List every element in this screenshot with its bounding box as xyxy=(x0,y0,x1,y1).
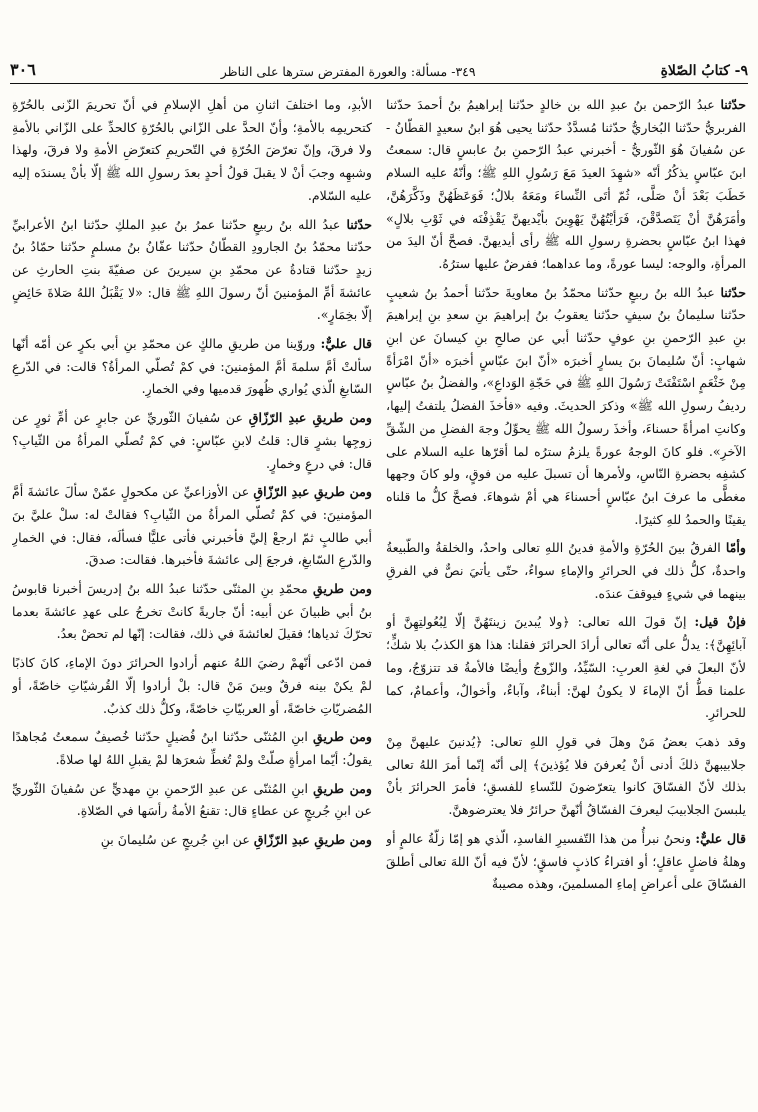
paragraph xyxy=(12,578,372,646)
paragraph-text: عبدُ الله بنُ ربيعٍ حدّثنا محمّدُ بنُ معاويةَ حدّثنا أحمدُ بنُ شعيبٍ حدّثنا سليمانُ بنُ سيفٍ حدّثنا يعقوبُ بنُ إبراهيمَ بنِ سعدِ بنِ إبراهيمَ بنِ عبدِ الرّحمنِ بنِ عوفٍ حدّثنا أبي عن صالحِ بنِ كيسانَ عن ابنِ شهابٍ: أنّ سُليمانَ بنَ يسارٍ أخبرَه «أنّ ابنَ عبّاسٍ أخبرَه «أنّ امْرَأةً مِنْ خَثْعَمٍ اسْتَفْتَتْ رَسُولَ اللهِ ﷺ في حَجّةِ الوَداعِ»، والفضلُ بنُ عبّاسٍ رديفُ رسولِ الله ﷺ» وذكرَ الحديثَ. وفيه «فأخذَ الفضلُ يلتفتُ إليها، وكانتِ امرأةً حسناءَ، وأخذَ رسولُ الله ﷺ يحوِّلُ وجهَ الفضلِ من الشّقِّ الآخرِ». فلو كانَ الوجهُ عورةً يلزمُ سترُه لما أقرّها عليه السلام على كشفِه بحضرةِ النّاسِ، ولأمرها أن تسبلَ عليه من فوقٍ، ولو كانَ وجهها مغطًّى ما عرفَ ابنُ عبّاسٍ أحسناءَ هي أمْ شوهاءَ. فصحَّ كلُّ ما قلناه يقينًا والحمدُ للهِ كثيرًا. xyxy=(386,284,746,527)
paragraph-lead: ومن طريقِ xyxy=(313,729,372,745)
paragraph xyxy=(386,282,746,532)
paragraph xyxy=(12,778,372,823)
paragraph-lead: ومن طريقِ xyxy=(313,780,372,796)
paragraph-text: وقد ذهبَ بعضُ مَنْ وهلَ في قولِ اللهِ تعالى: ﴿يُدنينَ عليهنَّ مِنْ جلابيبهنَّ ذلكَ أدنى أنْ يُعرفنَ فلا يُؤذينَ﴾ إلى أنّه إنّما أمرَ اللهُ تعالى بذلك لأنّ الفسّاقَ كانوا يتعرّضونَ للنّساءِ للفسقِ؛ فأمرَ الحرائرَ بأنْ يلبسنَ الجلابيبَ ليعرفَ الفسّاقُ أنّهنَّ حرائرُ فلا يعترضوهنَّ. xyxy=(386,733,746,818)
right-column xyxy=(386,94,746,1106)
paragraph-lead: ومن طريقِ عبدِ الرّزّاقِ xyxy=(248,410,372,426)
paragraph-lead: حدّثنا xyxy=(720,284,746,300)
chapter-title: ٩- كتابُ الصّلاةِ xyxy=(660,63,748,79)
paragraph-lead: حدّثنا xyxy=(346,216,372,232)
paragraph xyxy=(12,726,372,771)
paragraph-text: فمن ادّعى أنّهمْ رضيَ اللهُ عنهم أرادوا الحرائرَ دونَ الإماءِ، كانَ كاذبًا لمْ يكنْ بينه فرقٌ وبينَ مَنْ قال: بلْ أرادوا إلّا القُرشيّاتِ خاصّةً، أو المُضريّاتِ خاصّةً، أو العربيّاتِ خاصّةً، وكلُّ ذلك كذبٌ. xyxy=(12,655,372,716)
paragraph xyxy=(386,828,746,896)
paragraph-text: عن الأوزاعيِّ عن مكحولٍ عمّنْ سألَ عائشةَ أمَّ المؤمنينَ: في كمْ تُصلّي المرأةُ من الثّيابِ؟ فقالتْ له: سلْ عليَّ بنَ أبي طالبٍ ثمّ ارجعْ إليَّ فأخبرني فأتى عليًّا فسألَه، فقال: في الخمارِ والدّرعِ السّابغِ، فرجعَ إلى عائشةَ فأخبرها. فقالت: صدقَ. xyxy=(12,484,372,568)
paragraph-lead: ومن طريقِ عبدِ الرّزّاقِ xyxy=(253,832,372,848)
paragraph xyxy=(12,333,372,401)
paragraph xyxy=(12,829,372,852)
paragraph-lead: وأمّا xyxy=(725,540,746,556)
paragraph-lead: قال عليٌّ: xyxy=(320,336,372,352)
paragraph-text: عن سُفيانَ الثّوريِّ عن جابرٍ عن أمِّ ثورٍ عن زوجِها بشرٍ قال: قلتُ لابنِ عبّاسٍ: في كمْ تُصلّي المرأةُ من الثّيابِ؟ قال: في درعٍ وخمارٍ. xyxy=(12,410,372,471)
paragraph xyxy=(12,481,372,572)
paragraph xyxy=(12,652,372,720)
paragraph-lead: حدّثنا xyxy=(720,97,746,112)
paragraph-text: عبدُ الله بنُ ربيعٍ حدّثنا عمرُ بنُ عبدِ الملكِ حدّثنا ابنُ الأعرابيِّ حدّثنا محمّدُ بنُ الجارودِ القطّانُ حدّثنا عفّانُ بنُ مسلمٍ حدّثنا حمّادُ بنُ زيدٍ حدّثنا قتادةُ عن محمّدِ بنِ سيرينَ عن صفيّةَ بنتِ الحارثِ عن عائشةَ أمِّ المؤمنينَ أنّ رسولَ اللهِ ﷺ قال: «لا يَقْبَلُ اللهُ صَلاةَ حَائِضٍ إلّا بخِمَارٍ». xyxy=(12,216,372,323)
paragraph xyxy=(12,94,372,208)
paragraph xyxy=(12,214,372,328)
paragraph xyxy=(386,611,746,725)
paragraph-text: ونحنُ نبرأُ من هذا التّفسيرِ الفاسدِ، الّذي هو إمّا زلّةُ عالمٍ أو وهلةُ فاضلٍ عاقلٍ؛ أو افتراءُ كاذبٍ فاسقٍ؛ لأنّ فيه أنّ اللهَ تعالى أطلقَ الفسّاقَ على أعراضِ إماءِ المسلمينَ، وهذه مصيبةٌ xyxy=(386,830,746,892)
topic-title: ٣٤٩- مسألة: والعورة المفترض سترها على الناظر xyxy=(220,64,476,79)
text-columns xyxy=(12,94,746,1106)
paragraph xyxy=(386,731,746,822)
paragraph-text: ابنِ المُثنّى عن عبدِ الرّحمنِ بنِ مهديٍّ عن سُفيانَ الثّوريِّ عن ابنِ جُريجٍ عن عطاءٍ قال: تقنعُ الأمةُ رأسَها في الصّلاةِ. xyxy=(12,780,372,819)
paragraph xyxy=(386,94,746,276)
paragraph-text: إنّ قولَ الله تعالى: ﴿ولا يُبدينَ زينتَهُنَّ إلّا لِبُعُولتِهِنَّ أو آبائِهِنَّ﴾: يدلُّ على أنّه تعالى أرادَ الحرائرَ فقلنا: هذا هوَ الكذبُ بلا شكٍّ؛ لأنّ البعلَ في لغةِ العربِ: السّيِّدُ، والزّوجُ وأيضًا فالأمةُ قد تتزوّجُ، وما علمنا قطُّ أنّ الإماءَ لا يكونُ لهنَّ: أبناءٌ، وآباءٌ، وأخوالٌ، وأعمامٌ، كما للحرائرِ. xyxy=(386,614,746,721)
paragraph-lead: فإنْ قيل: xyxy=(694,614,746,630)
paragraph-text: الأبدِ، وما اختلفَ اثنانِ من أهلِ الإسلامِ في أنّ تحريمَ الزّنى بالحُرّةِ كتحريمِه بالأمةِ؛ وأنّ الحدَّ على الزّاني بالحُرّةِ كالحدِّ على الزّاني بالأمةِ ولا فرقَ، وإنّ تعرّضَ الحُرّةِ في التّحريمِ كتعرّضِ الأمةِ ولا فرقَ، ولهذا وشبهِه وجبَ أنْ لا يقبلَ قولُ أحدٍ بعدَ رسولِ الله ﷺ إلّا بأنْ يسندَه إليه عليه السّلام. xyxy=(12,97,372,203)
paragraph xyxy=(12,407,372,475)
page-number: ٣٠٦ xyxy=(10,60,36,79)
paragraph-text: الفرقُ بينَ الحُرّةِ والأمةِ فدينُ اللهِ تعالى واحدٌ، والخلقةُ والطّبيعةُ واحدةٌ، كلُّ ذلك في الحرائرِ والإماءِ سواءٌ، حتّى يأتيَ نصٌّ في الفرقِ بينهما في شيءٍ فيوقفَ عندَه. xyxy=(386,540,746,601)
paragraph-text: محمّدِ بنِ المثنّى حدّثنا عبدُ الله بنُ إدريسَ أخبرنا قابوسُ بنُ أبي ظبيانَ عن أبيه: أنّ جاريةً كانتْ تخرجُ على عهدِ عائشةَ بعدما تحرّكَ ثدياها؛ فقيلَ لعائشةَ في ذلك، فقالت: إنّها لم تحضْ بعدُ. xyxy=(12,581,372,642)
paragraph-lead: قال عليٌّ: xyxy=(695,830,746,846)
paragraph-text: ابنِ المُثنّى حدّثنا ابنُ فُضيلٍ حدّثنا خُصيفٌ سمعتُ مُجاهدًا يقولُ: أيّما امرأةٍ صلّتْ ولمْ تُغطِّ شعرَها لمْ يقبلِ اللهُ لها صلاةً. xyxy=(12,729,372,767)
paragraph-text: وروّينا من طريقِ مالكٍ عن محمّدِ بنِ أبي بكرٍ عن أمّه أنّها سألتْ أمَّ سلمةَ أمَّ المؤمنينَ: في كمْ تُصلّي المرأةُ؟ قالت: في الدّرعِ السّابغِ الّذي يُواري ظُهورَ قدميها وفي الخمارِ. xyxy=(12,336,372,397)
paragraph-text: عبدُ الرّحمن بنُ عبدِ الله بن خالدٍ حدّثنا إبراهيمُ بنُ أحمدَ حدّثنا الفربريُّ حدّثنا البُخاريُّ حدّثنا مُسدَّدٌ حدّثنا يحيى هُوَ ابنُ سعيدٍ القطّانُ - عن سُفيانَ هُوَ الثّوريُّ - أخبرني عبدُ الرّحمنِ بنُ عابسٍ قال: سمعتُ ابنَ عبّاسٍ يذكُرُ أنّه «شهِدَ العيدَ مَعَ رَسُولِ اللهِ ﷺ؛ وأنّهُ عليه السلام خَطَبَ بَعْدَ أنْ صَلَّى، ثُمّ أتَى النِّساءَ ومَعَهُ بلالٌ؛ فَوَعَظَهُنَّ وذَكَّرَهُنَّ، وأمَرَهُنَّ أنْ يَتَصدَّقْنَ، فَرَأيْتُهُنَّ يَهْوِينَ بأيْديهنَّ يَقْذِفْنَه في ثَوْبِ بلالٍ» فهذا ابنُ عبّاسٍ بحضرةِ رسولِ الله ﷺ رأى أيديهنَّ. فصحَّ أنّ اليدَ من المرأةِ، والوجه: ليسا عورةً، وما عداهما؛ ففرضٌ عليها سترُهُ. xyxy=(386,97,746,271)
paragraph-lead: ومن طريقِ عبدِ الرّزّاقِ xyxy=(253,484,372,500)
left-column xyxy=(12,94,372,1106)
paragraph-lead: ومن طريقِ xyxy=(313,581,372,597)
paragraph xyxy=(386,537,746,605)
running-header xyxy=(10,56,748,84)
paragraph-text: عن ابنِ جُريجٍ عن سُليمانَ بنِ xyxy=(100,832,250,848)
